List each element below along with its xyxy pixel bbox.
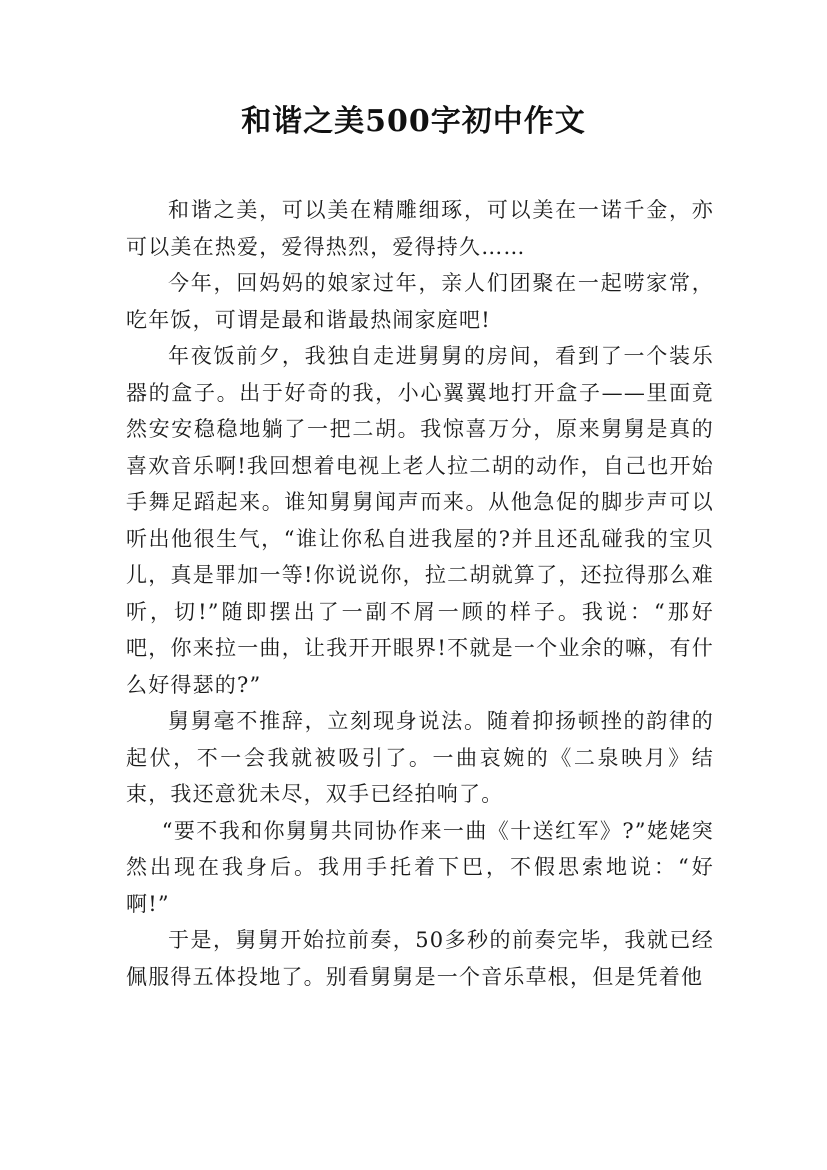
paragraph-1: 和谐之美，可以美在精雕细琢，可以美在一诺千金，亦可以美在热爱，爱得热烈，爱得持久……: [126, 198, 714, 259]
document-body: [126, 192, 714, 995]
paragraph-2: 今年，回妈妈的娘家过年，亲人们团聚在一起唠家常，吃年饭，可谓是最和谐最热闹家庭吧!: [126, 271, 714, 332]
document-title: 和谐之美500字初中作文: [241, 104, 586, 139]
paragraph-6: 于是，舅舅开始拉前奏，50多秒的前奏完毕，我就已经佩服得五体投地了。别看舅舅是一个音乐草根，但是凭着他: [126, 928, 714, 989]
paragraph-4: 舅舅毫不推辞，立刻现身说法。随着抑扬顿挫的韵律的起伏，不一会我就被吸引了。一曲哀婉的《二泉映月》结束，我还意犹未尽，双手已经拍响了。: [126, 709, 714, 806]
paragraph-5: “要不我和你舅舅共同协作来一曲《十送红军》?”姥姥突然出现在我身后。我用手托着下巴，不假思索地说：“好啊!”: [126, 818, 714, 916]
paragraph-3: 年夜饭前夕，我独自走进舅舅的房间，看到了一个装乐器的盒子。出于好奇的我，小心翼翼地打开盒子——里面竟然安安稳稳地躺了一把二胡。我惊喜万分，原来舅舅是真的喜欢音乐啊!我回想着电视上老人拉二胡的动作，自己也开始手舞足蹈起来。谁知舅舅闻声而来。从他急促的脚步声可以听出他很生气，“谁让你私自进我屋的?并且还乱碰我的宝贝儿，真是罪加一等!你说说你，拉二胡就算了，还拉得那么难听，切!”随即摆出了一副不屑一顾的样子。我说：“那好吧，你来拉一曲，让我开开眼界!不就是一个业余的嘛，有什么好得瑟的?”: [126, 344, 714, 697]
